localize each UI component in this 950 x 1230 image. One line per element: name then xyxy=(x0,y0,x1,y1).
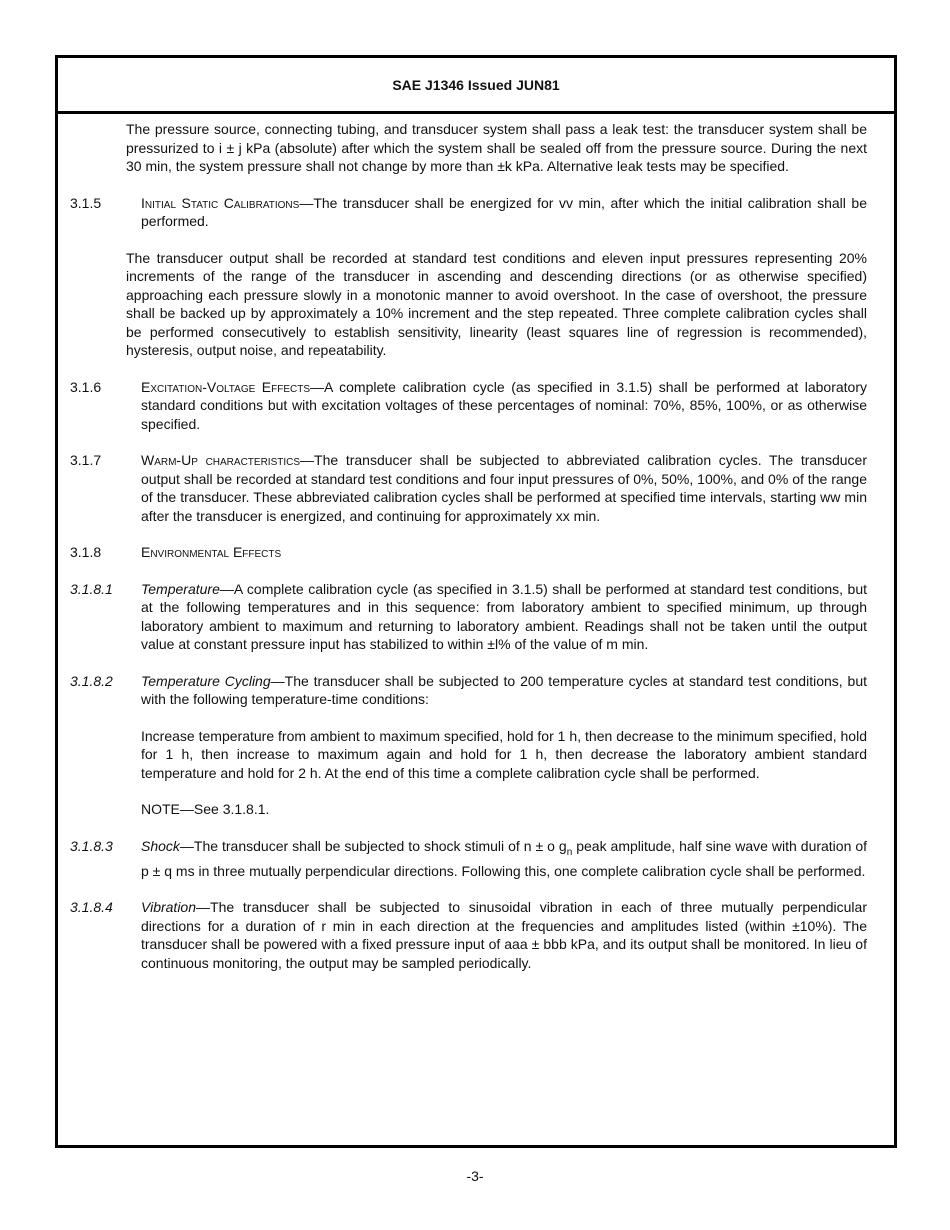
section-3-1-7 xyxy=(55,451,867,525)
section-number: 3.1.5 xyxy=(70,194,102,211)
subscript: n xyxy=(566,846,573,858)
section-3-1-5 xyxy=(55,194,867,231)
section-text: —The transducer shall be subjected to 200 temperature cycles at standard test conditions, but with the following temperature-time conditions: xyxy=(141,672,867,707)
section-title: Vibration xyxy=(141,899,197,916)
document-title: SAE J1346 Issued JUN81 xyxy=(392,76,560,93)
section-number: 3.1.8.2 xyxy=(70,672,113,689)
section-3-1-8-2-note: NOTE—See 3.1.8.1. xyxy=(141,801,270,817)
section-3-1-8 xyxy=(55,543,867,562)
section-3-1-5-paragraph-2: The transducer output shall be recorded at standard test conditions and eleven input pressures representing 20% increments of the range of the transducer in ascending and descending directions (or as otherwise specified) approaching each pressure slowly in a monotonic manner to avoid overshoot. In the case of overshoot, the pressure shall be backed up by approximately a 10% increment and the step repeated. Three complete calibration cycles shall be performed consecutively to establish sensitivity, linearity (least squares line of regression is recommended), hysteresis, output noise, and repeatability. xyxy=(126,249,867,358)
page-number: -3- xyxy=(466,1168,484,1184)
section-title: Temperature Cycling xyxy=(141,672,271,689)
intro-paragraph: The pressure source, connecting tubing, and transducer system shall pass a leak test: the transducer system shall be pressurized to i ± j kPa (absolute) after which the system shall be sealed off from the pressure source. During the next 30 min, the system pressure shall not change by more than ±k kPa. Alternative leak tests may be specified. xyxy=(126,121,867,174)
section-text: —The transducer shall be subjected to sinusoidal vibration in each of three mutually perpendicular directions for a duration of r min in each direction at the frequencies and amplitudes listed (within ±10%). The transducer shall be powered with a fixed pressure input of aaa ± bbb kPa, and its output shall be monitored. In lieu of continuous monitoring, the output may be sampled periodically. xyxy=(141,899,867,971)
section-text: —A complete calibration cycle (as specified in 3.1.5) shall be performed at standard test conditions, but at the following temperatures and in this sequence: from laboratory ambient to specified minimum, up through laboratory ambient to maximum and returning to laboratory ambient. Readings shall not be taken until the output value at constant pressure input has stabilized to within ±l% of the value of m min. xyxy=(141,580,867,652)
section-3-1-8-1 xyxy=(55,580,867,654)
section-3-1-6 xyxy=(55,378,867,434)
section-number: 3.1.7 xyxy=(70,452,102,468)
section-title: Initial Static Calibrations xyxy=(141,194,300,211)
section-text: —A complete calibration cycle (as specified in 3.1.5) shall be performed at laboratory standard conditions but with excitation voltages of these percentages of nominal: 70%, 85%, 100%, or as otherwise specified. xyxy=(141,378,867,432)
section-number: 3.1.8.3 xyxy=(70,837,113,854)
section-title: Shock xyxy=(141,837,180,854)
section-text-continued: peak amplitude, half sine wave with duration of p ± q ms in three mutually perpendicular directions. Following this, one complete calibration cycle shall be performed. xyxy=(141,837,868,879)
document-body xyxy=(55,120,867,990)
section-title: Temperature xyxy=(141,580,220,597)
section-3-1-8-4 xyxy=(55,898,867,972)
section-3-1-8-3 xyxy=(55,837,867,881)
section-number: 3.1.8.1 xyxy=(70,580,113,597)
document-header xyxy=(58,58,894,114)
section-3-1-8-2 xyxy=(55,672,867,709)
section-number: 3.1.8 xyxy=(70,544,102,560)
section-text: —The transducer shall be energized for vv min, after which the initial calibration shall be performed. xyxy=(141,194,867,229)
section-text: —The transducer shall be subjected to shock stimuli of n ± o g xyxy=(179,837,567,854)
section-title: Warm-Up characteristics xyxy=(141,452,301,468)
section-title: Environmental Effects xyxy=(141,544,282,560)
section-number: 3.1.6 xyxy=(70,378,102,395)
section-title: Excitation-Voltage Effects xyxy=(141,378,311,395)
section-text: —The transducer shall be subjected to abbreviated calibration cycles. The transducer output shall be recorded at standard test conditions and four input pressures of 0%, 50%, 100%, and 0% of the range of the transducer. These abbreviated calibration cycles shall be performed at specified time intervals, starting ww min after the transducer is energized, and continuing for approximately xx min. xyxy=(141,452,867,524)
section-3-1-8-2-paragraph-2: Increase temperature from ambient to maximum specified, hold for 1 h, then decrease to the minimum specified, hold for 1 h, then increase to maximum again and hold for 1 h, then decrease the laboratory ambient standard temperature and hold for 2 h. At the end of this time a complete calibration cycle shall be performed. xyxy=(141,727,867,781)
section-number: 3.1.8.4 xyxy=(70,899,113,916)
